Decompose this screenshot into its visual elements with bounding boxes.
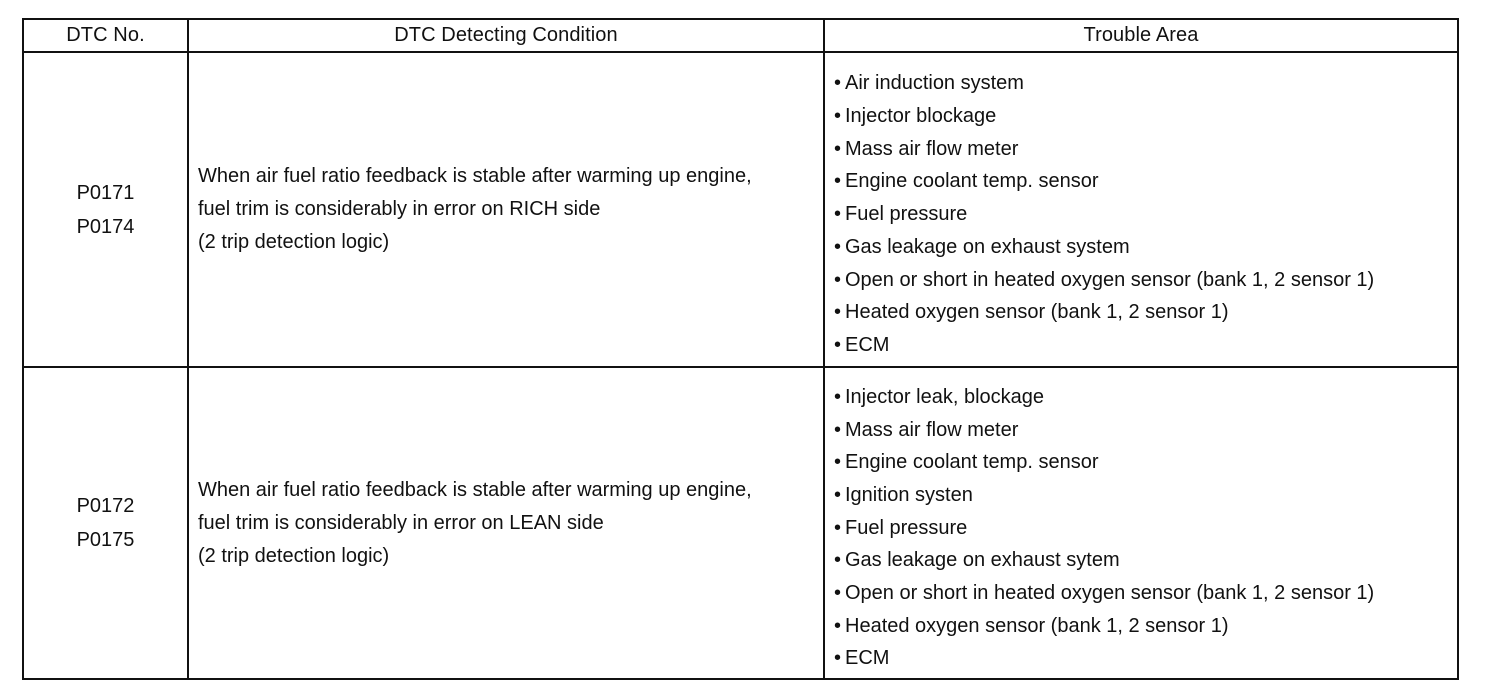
trouble-area-text: Injector leak, blockage xyxy=(845,385,1045,408)
header-condition: DTC Detecting Condition xyxy=(188,19,824,52)
table-row xyxy=(23,52,1458,367)
bullet-icon: • xyxy=(834,301,842,324)
condition-line: (2 trip detection logic) xyxy=(198,231,390,253)
list-item xyxy=(834,329,1457,362)
trouble-area-text: Open or short in heated oxygen sensor (bank 1, 2 sensor 1) xyxy=(845,268,1375,291)
trouble-area-cell xyxy=(824,52,1458,367)
list-item xyxy=(834,67,1457,100)
condition-cell xyxy=(188,367,824,679)
list-item xyxy=(834,381,1457,414)
condition-line: fuel trim is considerably in error on RICH side xyxy=(198,198,601,220)
trouble-area-text: Heated oxygen sensor (bank 1, 2 sensor 1) xyxy=(845,614,1229,637)
condition-cell xyxy=(188,52,824,367)
list-item xyxy=(834,133,1457,166)
bullet-icon: • xyxy=(834,451,842,474)
list-item xyxy=(834,544,1457,577)
bullet-icon: • xyxy=(834,235,842,258)
bullet-icon: • xyxy=(834,549,842,572)
trouble-area-text: Fuel pressure xyxy=(845,516,968,539)
trouble-area-text: Air induction system xyxy=(845,72,1024,95)
list-item xyxy=(834,512,1457,545)
list-item xyxy=(834,610,1457,643)
table-row xyxy=(23,367,1458,679)
table-header-row xyxy=(23,19,1458,52)
trouble-area-text: Engine coolant temp. sensor xyxy=(845,451,1099,474)
bullet-icon: • xyxy=(834,268,842,291)
list-item xyxy=(834,165,1457,198)
bullet-icon: • xyxy=(834,483,842,506)
bullet-icon: • xyxy=(834,333,842,356)
bullet-icon: • xyxy=(834,614,842,637)
dtc-code: P0171 xyxy=(76,181,135,204)
dtc-code-cell xyxy=(23,367,188,679)
bullet-icon: • xyxy=(834,385,842,408)
trouble-area-text: Injector blockage xyxy=(845,105,997,128)
dtc-code-cell xyxy=(23,52,188,367)
dtc-code: P0172 xyxy=(76,495,135,517)
list-item xyxy=(834,479,1457,512)
list-item xyxy=(834,100,1457,133)
trouble-area-list xyxy=(834,67,1457,361)
bullet-icon: • xyxy=(834,105,842,128)
dtc-code: P0175 xyxy=(76,529,135,551)
list-item xyxy=(834,296,1457,329)
trouble-area-text: Ignition systen xyxy=(845,483,973,506)
list-item xyxy=(834,414,1457,447)
header-dtc-no: DTC No. xyxy=(23,19,188,52)
header-trouble-area: Trouble Area xyxy=(824,19,1458,52)
dtc-code: P0174 xyxy=(76,215,135,238)
trouble-area-text: Mass air flow meter xyxy=(845,137,1019,160)
trouble-area-text: Fuel pressure xyxy=(845,203,968,226)
trouble-area-text: Mass air flow meter xyxy=(845,418,1019,441)
condition-line: When air fuel ratio feedback is stable after warming up engine, xyxy=(198,165,752,187)
trouble-area-text: Gas leakage on exhaust system xyxy=(845,235,1130,258)
list-item xyxy=(834,446,1457,479)
bullet-icon: • xyxy=(834,72,842,95)
list-item xyxy=(834,577,1457,610)
list-item xyxy=(834,642,1457,675)
dtc-table xyxy=(22,18,1459,680)
trouble-area-text: ECM xyxy=(845,647,890,670)
trouble-area-text: Heated oxygen sensor (bank 1, 2 sensor 1) xyxy=(845,301,1229,324)
list-item xyxy=(834,198,1457,231)
trouble-area-text: Open or short in heated oxygen sensor (bank 1, 2 sensor 1) xyxy=(845,582,1375,605)
trouble-area-text: Gas leakage on exhaust sytem xyxy=(845,549,1120,572)
condition-line: When air fuel ratio feedback is stable after warming up engine, xyxy=(198,478,752,501)
bullet-icon: • xyxy=(834,418,842,441)
list-item xyxy=(834,264,1457,297)
condition-line: fuel trim is considerably in error on LEAN side xyxy=(198,511,604,534)
trouble-area-list xyxy=(834,381,1457,675)
bullet-icon: • xyxy=(834,516,842,539)
trouble-area-text: Engine coolant temp. sensor xyxy=(845,170,1099,193)
bullet-icon: • xyxy=(834,203,842,226)
bullet-icon: • xyxy=(834,170,842,193)
trouble-area-text: ECM xyxy=(845,333,890,356)
condition-line: (2 trip detection logic) xyxy=(198,544,390,567)
bullet-icon: • xyxy=(834,647,842,670)
bullet-icon: • xyxy=(834,582,842,605)
list-item xyxy=(834,231,1457,264)
trouble-area-cell xyxy=(824,367,1458,679)
bullet-icon: • xyxy=(834,137,842,160)
